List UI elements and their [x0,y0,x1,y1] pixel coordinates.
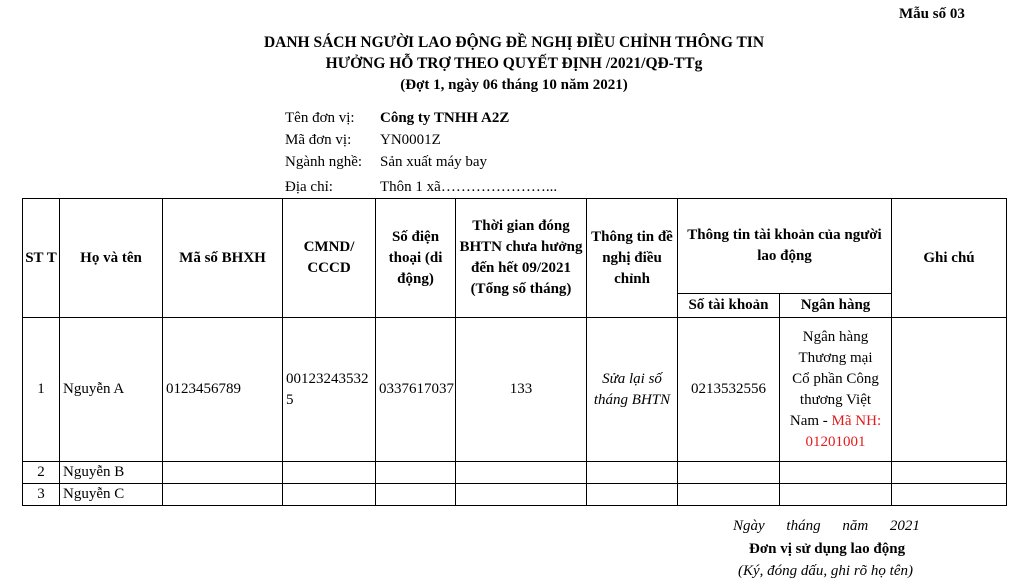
unit-code-label: Mã đơn vị: [285,132,352,148]
cell-duration: 133 [456,318,587,462]
header-name: Họ và tên [60,199,163,318]
header-cmnd: CMND/ CCCD [283,199,376,318]
cell-bank [780,484,892,506]
cell-cmnd [283,462,376,484]
unit-name-value: Công ty TNHH A2Z [380,110,510,126]
cell-phone [376,462,456,484]
cell-phone [376,484,456,506]
cell-name: Nguyễn A [60,318,163,462]
header-duration: Thời gian đóng BHTN chưa hưởng đến hết 09/2021 (Tổng số tháng) [456,199,587,318]
cell-note [892,318,1007,462]
cell-phone: 0337617037 [376,318,456,462]
signature-role: Đơn vị sử dụng lao động [749,541,906,557]
header-adjust: Thông tin đề nghị điều chỉnh [587,199,678,318]
unit-code-value: YN0001Z [380,132,441,148]
cell-bank-code: Mã NH: 01201001 [805,412,882,450]
cell-adjust [587,484,678,506]
cell-stt: 2 [23,462,60,484]
unit-industry-label: Ngành nghề: [285,154,363,170]
cell-cmnd [283,484,376,506]
cell-note [892,462,1007,484]
cell-cmnd: 001232435325 [283,318,376,462]
cell-name: Nguyễn B [60,462,163,484]
header-account-group: Thông tin tài khoản của người lao động [678,199,892,294]
cell-stt: 3 [23,484,60,506]
cell-account-no [678,484,780,506]
cell-adjust: Sửa lại số tháng BHTN [587,318,678,462]
cell-bank-name: Ngân hàng Thương mại Cổ phần Công thương Việt Nam - [789,328,879,429]
cell-bhxh: 0123456789 [163,318,283,462]
header-stt: ST T [23,199,60,318]
cell-bank [780,462,892,484]
cell-bhxh [163,462,283,484]
signature-date: Ngày tháng năm 2021 [733,518,920,534]
cell-note [892,484,1007,506]
signature-instruction: (Ký, đóng dấu, ghi rõ họ tên) [738,563,913,579]
form-number: Mẫu số 03 [899,6,965,22]
table-row [23,318,1007,462]
cell-bank [780,318,892,462]
header-phone: Số điện thoại (di động) [376,199,456,318]
unit-industry-value: Sản xuất máy bay [380,154,488,170]
employee-table [22,198,1007,506]
document-title-line3: (Đợt 1, ngày 06 tháng 10 năm 2021) [400,77,628,93]
cell-stt: 1 [23,318,60,462]
cell-account-no [678,462,780,484]
cell-bhxh [163,484,283,506]
table-row [23,462,1007,484]
cell-adjust [587,462,678,484]
header-account-no: Số tài khoản [678,294,780,318]
unit-address-value: Thôn 1 xã…………………... [380,179,558,195]
cell-duration [456,484,587,506]
document-title-line2: HƯỞNG HỖ TRỢ THEO QUYẾT ĐỊNH /2021/QĐ-TTg [325,55,703,72]
unit-address-label: Địa chỉ: [285,179,333,195]
cell-duration [456,462,587,484]
unit-name-label: Tên đơn vị: [285,110,355,126]
table-row [23,484,1007,506]
header-bank: Ngân hàng [780,294,892,318]
cell-name: Nguyễn C [60,484,163,506]
header-bhxh: Mã số BHXH [163,199,283,318]
cell-account-no: 0213532556 [678,318,780,462]
document-title-line1: DANH SÁCH NGƯỜI LAO ĐỘNG ĐỀ NGHỊ ĐIỀU CHỈNH THÔNG TIN [263,34,765,51]
header-note: Ghi chú [892,199,1007,318]
